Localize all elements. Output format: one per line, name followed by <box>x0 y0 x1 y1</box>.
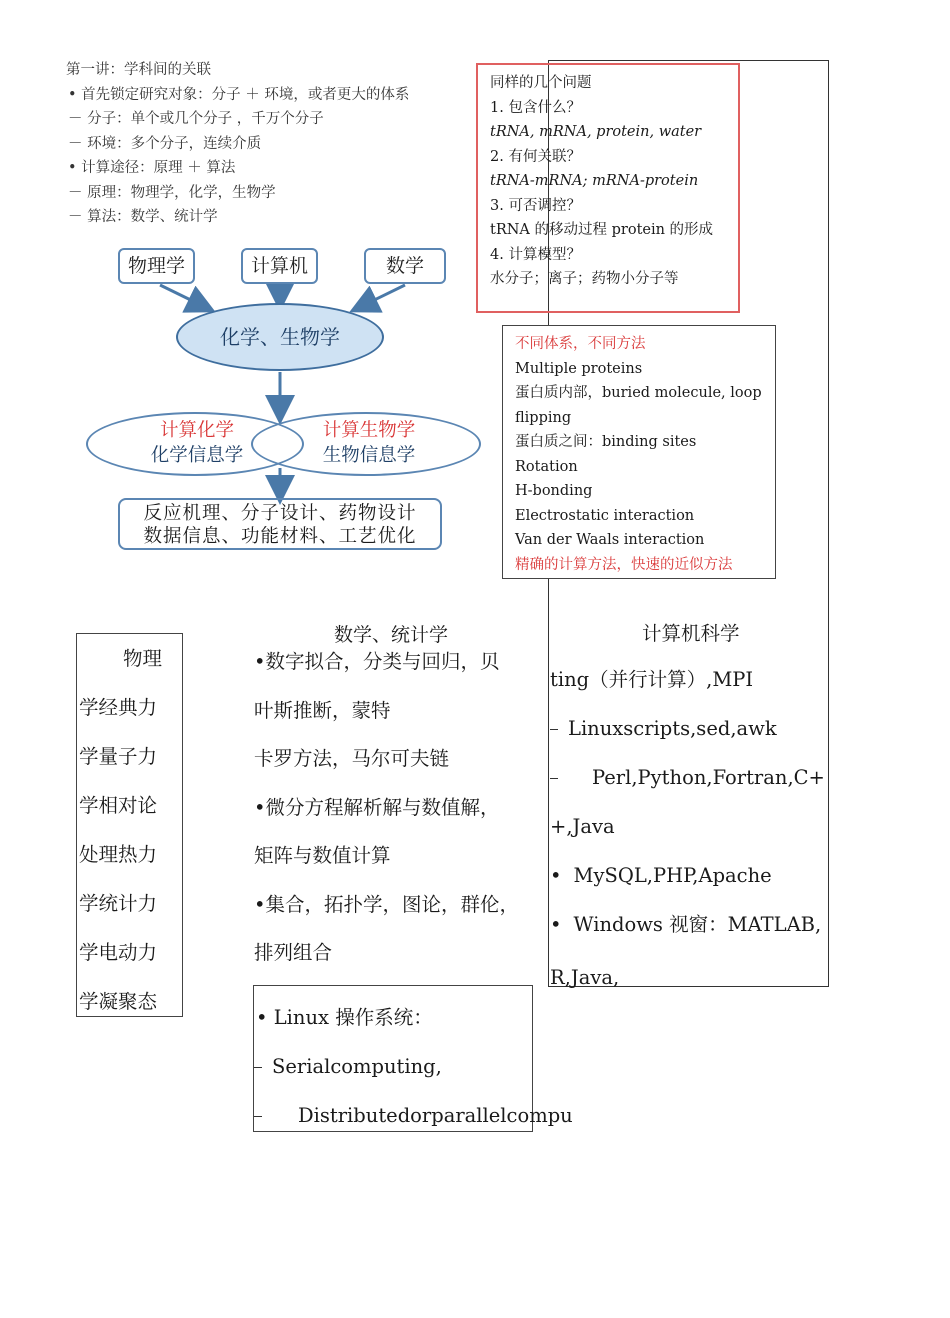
math-line: •集合，拓扑学，图论，群伦， <box>254 892 520 916</box>
question-line: tRNA 的移动过程 protein 的形成 <box>490 222 714 238</box>
math-line: •数字拟合，分类与回归，贝 <box>254 650 500 673</box>
linux-line: Distributedorparallelcompu <box>298 1104 573 1127</box>
lecture-line: － 算法：数学、统计学 <box>68 209 218 225</box>
linux-line: • Linux 操作系统： <box>256 1006 433 1029</box>
methods-line: H-bonding <box>515 483 593 499</box>
methods-footer: 精确的计算方法，快速的近似方法 <box>515 556 733 573</box>
cs-line: Windows 视窗：MATLAB, <box>573 913 822 936</box>
methods-line: Rotation <box>515 458 578 475</box>
outcome-line: 反应机理、分子设计、药物设计 <box>143 503 417 524</box>
question-line: 3. 可否调控？ <box>490 197 581 214</box>
linux-box <box>253 985 573 1132</box>
methods-line: flipping <box>515 409 572 426</box>
question-line: 水分子；离子；药物小分子等 <box>490 271 679 287</box>
math-line: 卡罗方法，马尔可夫链 <box>254 747 450 770</box>
linux-line: Serialcomputing, <box>272 1055 442 1078</box>
comp-chem-subtitle: 化学信息学 <box>150 445 244 466</box>
question-line: 4. 计算模型？ <box>490 246 581 263</box>
arrow-physics-center <box>160 285 205 307</box>
methods-line: Electrostatic interaction <box>515 507 695 524</box>
physics-line: 处理热力 <box>79 843 158 866</box>
lecture-line: － 环境：多个分子，连续介质 <box>68 135 262 152</box>
lecture-line: － 分子：单个或几个分子 ，千万个分子 <box>68 111 324 127</box>
question-line: tRNA, mRNA, protein, water <box>490 124 702 140</box>
cs-title: 计算机科学 <box>642 622 740 645</box>
physics-line: 学凝聚态 <box>79 990 158 1013</box>
physics-line: 物理 <box>123 647 163 670</box>
bullet-icon: • <box>550 864 562 887</box>
dash-icon <box>254 1067 262 1068</box>
ellipse-comp-bio-text <box>310 418 428 468</box>
methods-line: Multiple proteins <box>515 360 643 377</box>
math-body <box>254 638 536 978</box>
math-line: 叶斯推断，蒙特 <box>254 698 391 722</box>
math-heading: 数学、统计学 <box>334 624 449 646</box>
cs-line: Linuxscripts,sed,awk <box>568 717 777 740</box>
math-line: •微分方程解析解与数值解， <box>254 795 500 819</box>
methods-box <box>502 325 776 579</box>
physics-line: 学量子力 <box>79 745 158 768</box>
arrow-math-center <box>360 285 405 307</box>
question-heading: 同样的几个问题 <box>490 75 592 91</box>
cs-line: ting（并行计算）,MPI <box>550 668 754 691</box>
dash-icon <box>254 1116 262 1117</box>
physics-line: 学电动力 <box>79 941 158 964</box>
methods-line: 蛋白质之间：binding sites <box>515 434 697 450</box>
physics-box <box>76 633 183 1017</box>
comp-bio-title: 计算生物学 <box>322 420 416 441</box>
node-physics: 物理学 <box>118 248 195 284</box>
cs-line: R,Java, <box>550 966 620 989</box>
questions-box <box>476 63 740 313</box>
dash-icon <box>550 729 558 730</box>
cs-line: Perl,Python,Fortran,C+ <box>592 766 825 789</box>
outcome-line: 数据信息、功能材料、工艺优化 <box>143 526 417 547</box>
physics-line: 学统计力 <box>79 892 158 915</box>
math-line: 矩阵与数值计算 <box>254 844 391 867</box>
lecture-line: • 计算途径：原理 ＋ 算法 <box>68 160 236 176</box>
comp-bio-subtitle: 生物信息学 <box>322 445 416 466</box>
node-computer: 计算机 <box>241 248 318 284</box>
lecture-title: 第一讲：学科间的关联 <box>66 62 211 78</box>
methods-heading: 不同体系，不同方法 <box>515 336 646 352</box>
physics-line: 学相对论 <box>79 794 158 817</box>
math-line: 排列组合 <box>254 941 333 964</box>
physics-line: 学经典力 <box>79 696 158 719</box>
node-chem-bio: 化学、生物学 <box>176 303 384 371</box>
question-line: 2. 有何关联？ <box>490 148 581 165</box>
bullet-icon: • <box>550 913 562 936</box>
dash-icon <box>550 778 558 779</box>
ellipse-comp-chem-text <box>138 418 256 468</box>
lecture-line: • 首先锁定研究对象：分子 ＋ 环境，或者更大的体系 <box>68 86 410 103</box>
methods-line: 蛋白质内部，buried molecule, loop <box>515 385 762 401</box>
comp-chem-title: 计算化学 <box>159 420 234 441</box>
question-line: tRNA-mRNA; mRNA-protein <box>490 173 699 189</box>
lecture-line: － 原理：物理学，化学，生物学 <box>68 184 276 201</box>
question-line: 1. 包含什么？ <box>490 99 581 116</box>
methods-line: Van der Waals interaction <box>515 532 705 548</box>
cs-line: +,Java <box>550 815 615 838</box>
cs-line: MySQL,PHP,Apache <box>573 864 772 887</box>
node-math: 数学 <box>364 248 446 284</box>
outcome-box <box>118 498 442 550</box>
cs-body <box>550 655 826 1002</box>
